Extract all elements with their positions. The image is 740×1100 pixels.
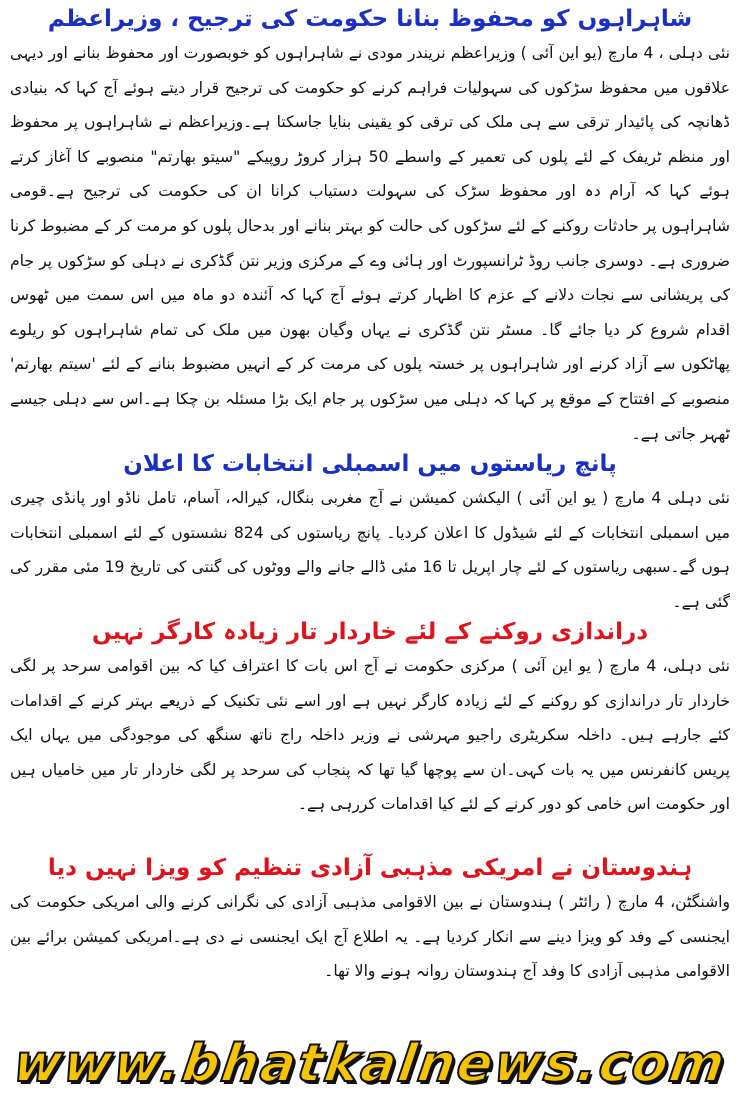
article-highways (10, 2, 730, 451)
body-visa-denied: واشنگٹن، 4 مارچ ( رائٹر ) ہندوستان نے بین الاقوامی مذہبی آزادی کی نگرانی کرنے والی امریکی حکومت کی ایجنسی کے وفد کو ویزا دینے سے انکار کردیا ہے۔ یہ اطلاع آج ایک ایجنسی نے دی ہے۔امریکی کمیشن برائے بین الاقوامی مذہبی آزادی کا وفد آج ہندوستان روانہ ہونے والا تھا۔ (10, 893, 730, 981)
headline-barbed-wire: دراندازی روکنے کے لئے خاردار تار زیادہ کارگر نہیں (91, 619, 649, 645)
body-elections: نئی دہلی 4 مارچ ( یو این آئی ) الیکشن کمیشن نے آج مغربی بنگال، کیرالہ، آسام، تامل ناڈو اور پانڈی چیری میں اسمبلی انتخابات کے لئے شیڈول کا اعلان کردیا۔ پانچ ریاستوں کی 824 نشستوں کے لئے اسمبلی انتخابات ہوں گے۔سبھی ریاستوں کے لئے چار اپریل تا 16 مئی ڈالے جانے والے ووٹوں کی گنتی کی تاریخ 19 مئی مقرر کی گئی ہے۔ (10, 489, 730, 611)
article-barbed-wire (10, 615, 730, 822)
article-elections (10, 447, 730, 619)
article-visa-denied (10, 851, 730, 989)
headline-highways: شاہراہوں کو محفوظ بنانا حکومت کی ترجیح ، وزیراعظم (47, 6, 693, 32)
headline-elections: پانچ ریاستوں میں اسمبلی انتخابات کا اعلان (123, 451, 617, 477)
body-barbed-wire: نئی دہلی، 4 مارچ ( یو این آئی ) مرکزی حکومت نے آج اس بات کا اعتراف کیا کہ بین اقوامی سرحد پر لگی خاردار تار دراندازی کو روکنے کے لئے زیادہ کارگر نہیں ہے اور اسے نئی تکنیک کے ذریعے بہتر کرنے کے اقدامات کئے جارہے ہیں۔ داخلہ سکریٹری راجیو مہرشی نے وزیر داخلہ راج ناتھ سنگھ کی موجودگی میں یہاں ایک پریس کانفرنس میں یہ بات کہی۔ان سے پوچھا گیا تھا کہ پنجاب کی سرحد پر لگی خاردار تار میں خامیاں ہیں اور حکومت اس خامی کو دور کرنے کے لئے کیا اقدامات کررہی ہے۔ (10, 657, 730, 814)
site-watermark: www.bhatkalnews.com (9, 1034, 731, 1094)
site-footer (0, 1036, 740, 1092)
headline-visa-denied: ہندوستان نے امریکی مذہبی آزادی تنظیم کو ویزا نہیں دیا (47, 855, 693, 881)
body-highways: نئی دہلی ، 4 مارچ (یو این آئی ) وزیراعظم نریندر مودی نے شاہراہوں کو خوبصورت اور محفوظ بنانے اور دیہی علاقوں میں محفوظ سڑکوں کی سہولیات فراہم کرنے کو حکومت کی ترجیح قرار دیتے ہوئے آج کہا کہ بنیادی ڈھانچہ کی پائیدار ترقی سے ہی ملک کی ترقی کو یقینی بنایا جاسکتا ہے۔وزیراعظم نے شاہراہوں پر محفوظ اور منظم ٹریفک کے لئے پلوں کی تعمیر کے واسطے 50 ہزار کروڑ روپیکے "سیتو بھارتم" منصوبے کا آغاز کرتے ہوئے کہا کہ آرام دہ اور محفوظ سڑک کی سہولت دستیاب کرانا ان کی حکومت کی ترجیح ہے۔قومی شاہراہوں پر حادثات روکنے کے لئے سڑکوں کی حالت کو بہتر بنانے اور بدحال پلوں کو مرمت کر کے مضبوط کرنا ضروری ہے۔ دوسری جانب روڈ ٹرانسپورٹ اور ہائی وے کے مرکزی وزیر نتن گڈکری نے دہلی کو سڑکوں پر جام کی پریشانی سے نجات دلانے کے عزم کا اظہار کرتے ہوئے آج کہا کہ آئندہ دو ماہ میں اس سمت میں ٹھوس اقدام شروع کر دیا جائے گا۔ مسٹر نتن گڈکری نے یہاں وگیان بھون میں ملک کی تمام شاہراہوں کو ریلوے پھاٹکوں سے آزاد کرنے اور شاہراہوں پر خستہ پلوں کی مرمت کر کے انہیں مضبوط بنانے کے لئے 'سیتم بھارتم' منصوبے کے افتتاح کے موقع پر کہا کہ دہلی میں سڑکوں پر جام ایک بڑا مسئلہ بن چکا ہے۔اس سے دہلی جیسے ٹھہر جاتی ہے۔ (10, 44, 730, 443)
